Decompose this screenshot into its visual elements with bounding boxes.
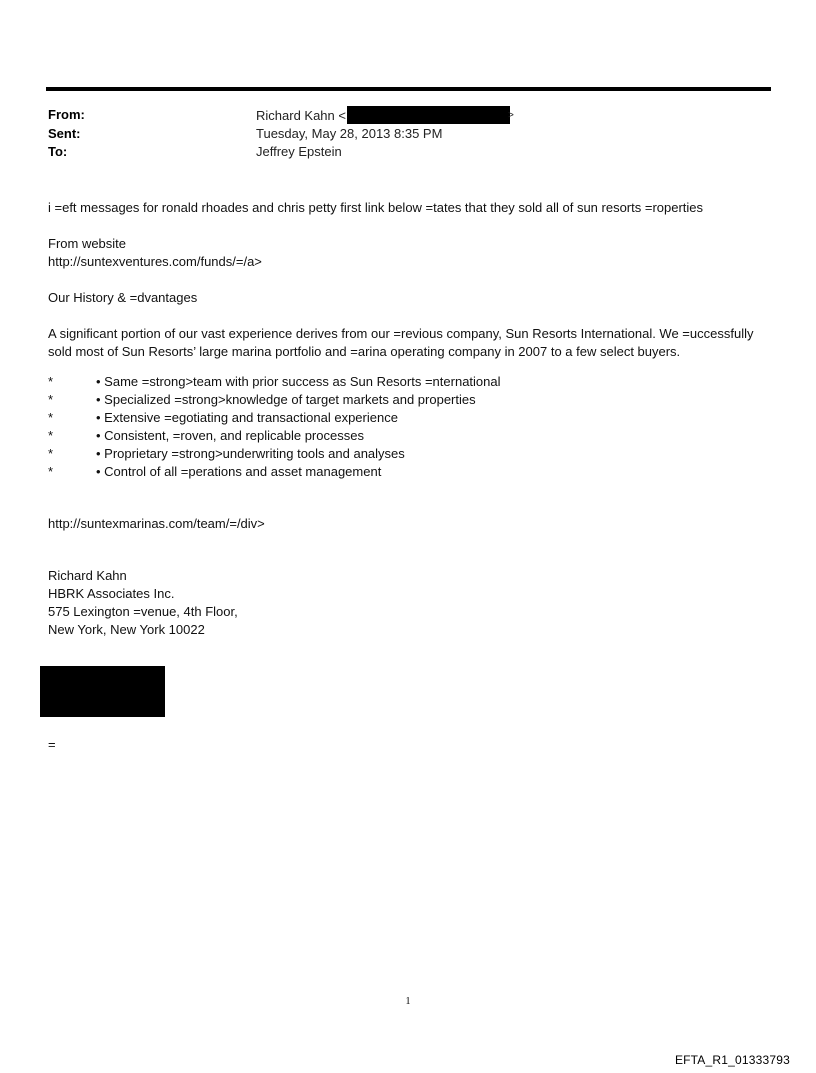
from-value — [256, 106, 514, 126]
list-item — [48, 391, 773, 409]
list-item — [48, 427, 773, 445]
bullet-text: • Proprietary =strong>underwriting tools and analyses — [96, 446, 405, 461]
email-body — [48, 199, 773, 639]
history-heading: Our History & =dvantages — [48, 290, 198, 305]
email-header — [48, 106, 748, 162]
bullet-marker: * — [48, 428, 54, 443]
from-tail: > — [507, 110, 514, 121]
bullet-marker: * — [48, 446, 54, 461]
sent-row — [48, 125, 748, 144]
bullet-text: • Consistent, =roven, and replicable processes — [96, 428, 364, 443]
signature-address-line1: 575 Lexington =venue, 4th Floor, — [48, 604, 238, 619]
redacted-email — [347, 106, 510, 124]
to-value: Jeffrey Epstein — [256, 144, 342, 159]
page-number: 1 — [405, 996, 411, 1007]
signature-address-line2: New York, New York 10022 — [48, 622, 205, 637]
bullet-text: • Extensive =egotiating and transactional experience — [96, 410, 398, 425]
list-item — [48, 445, 773, 463]
to-row — [48, 143, 748, 162]
sent-label: Sent: — [48, 125, 81, 141]
signature-company: HBRK Associates Inc. — [48, 586, 175, 601]
bullet-marker: * — [48, 392, 54, 407]
sent-value: Tuesday, May 28, 2013 8:35 PM — [256, 125, 443, 141]
list-item — [48, 373, 773, 391]
list-item — [48, 463, 773, 481]
document-id: EFTA_R1_01333793 — [674, 1053, 790, 1067]
from-row — [48, 106, 748, 125]
bullet-marker: * — [48, 410, 54, 425]
bullet-marker: * — [48, 374, 54, 389]
link-funds[interactable]: http://suntexventures.com/funds/=/a> — [48, 254, 262, 269]
from-sender: Richard Kahn < — [256, 108, 346, 123]
redacted-contact-block — [40, 666, 165, 717]
to-label: To: — [48, 144, 68, 159]
from-website-label: From website — [48, 236, 127, 251]
bullet-text: • Control of all =perations and asset management — [96, 464, 382, 479]
advantages-list — [48, 373, 773, 481]
bullet-text: • Specialized =strong>knowledge of target markets and properties — [96, 392, 476, 407]
bullet-marker: * — [48, 464, 54, 479]
trailing-equals: = — [48, 737, 56, 752]
bullet-text: • Same =strong>team with prior success as Sun Resorts =nternational — [96, 374, 501, 389]
signature-name: Richard Kahn — [48, 568, 127, 583]
from-label: From: — [48, 107, 85, 122]
history-paragraph: A significant portion of our vast experience derives from our =revious company, Sun Resorts International. We =uccessfully sold most of Sun Resorts’ large marina portfolio and =arina operating company in 2007 to a few select buyers. — [48, 326, 754, 359]
list-item — [48, 409, 773, 427]
link-team[interactable]: http://suntexmarinas.com/team/=/div> — [48, 516, 265, 531]
header-rule — [46, 87, 771, 91]
intro-text: i =eft messages for ronald rhoades and chris petty first link below =tates that they sold all of sun resorts =roperties — [48, 200, 704, 215]
